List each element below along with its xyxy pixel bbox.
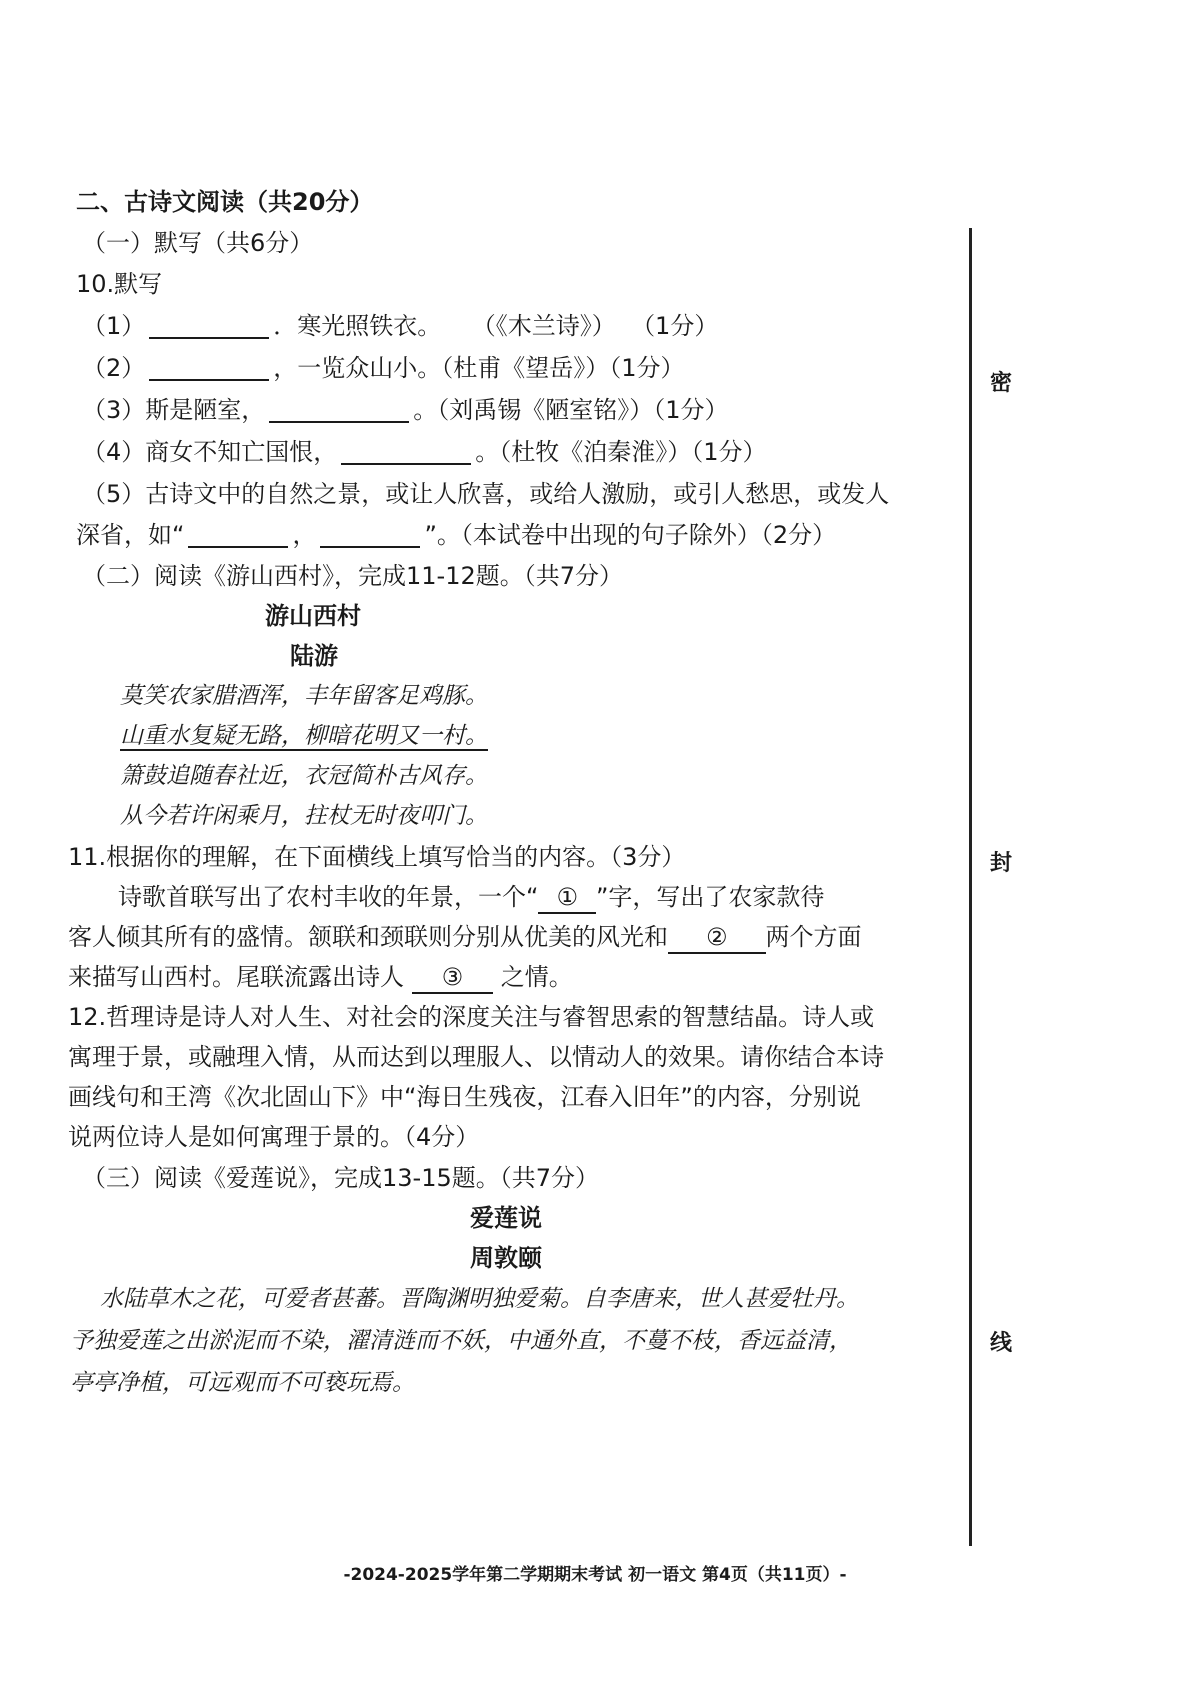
poem-line-underlined: 山重水复疑无路，柳暗花明又一村。 <box>120 723 488 749</box>
poem-line: 从今若许闲乘月，拄杖无时夜叩门。 <box>120 803 488 829</box>
poem-line: 箫鼓追随春社近，衣冠简朴古风存。 <box>120 763 488 789</box>
essay-line: 亭亭净植，可远观而不可亵玩焉。 <box>70 1370 415 1396</box>
q10-item-2: （2） ，一览众山小。（杜甫《望岳》）（1分） <box>82 354 685 382</box>
q10-item-4: （4）商女不知亡国恨， 。（杜牧《泊秦淮》）（1分） <box>82 438 767 466</box>
answer-blank-3[interactable]: ③ <box>412 962 494 994</box>
q11-title: 11.根据你的理解，在下面横线上填写恰当的内容。（3分） <box>68 843 686 871</box>
q11-line-3: 来描写山西村。尾联流露出诗人 ③ 之情。 <box>68 962 573 994</box>
q10-item-1: （1） ．寒光照铁衣。 （《木兰诗》） （1分） <box>82 312 719 340</box>
q10-item-3: （3）斯是陋室， 。（刘禹锡《陋室铭》）（1分） <box>82 396 729 424</box>
part3-heading: （三）阅读《爱莲说》，完成13-15题。（共7分） <box>82 1164 600 1192</box>
q10-item-5: （5）古诗文中的自然之景，或让人欣喜，或给人激励，或引人愁思，或发人 <box>82 480 890 508</box>
margin-label-middle: 封 <box>990 851 1013 876</box>
poem-author: 陆游 <box>290 642 338 670</box>
answer-blank[interactable] <box>341 441 471 465</box>
margin-label-top: 密 <box>990 371 1013 396</box>
essay-title: 爱莲说 <box>470 1204 542 1232</box>
essay-line: 予独爱莲之出淤泥而不染，濯清涟而不妖，中通外直，不蔓不枝，香远益清， <box>70 1328 852 1354</box>
q10-label: 10.默写 <box>76 270 163 298</box>
essay-author: 周敦颐 <box>470 1244 542 1272</box>
part1-heading: （一）默写（共6分） <box>82 229 314 257</box>
q10-item-5-cont: 深省，如“ ， ”。（本试卷中出现的句子除外）（2分） <box>76 521 837 549</box>
answer-blank[interactable] <box>149 315 269 339</box>
section-title: 二、古诗文阅读（共20分） <box>76 188 374 216</box>
q12-line: 12.哲理诗是诗人对人生、对社会的深度关注与睿智思索的智慧结晶。诗人或 <box>68 1003 875 1031</box>
margin-label-bottom: 线 <box>990 1331 1013 1356</box>
answer-blank[interactable] <box>320 524 420 548</box>
part2-heading: （二）阅读《游山西村》，完成11-12题。（共7分） <box>82 562 624 590</box>
answer-blank[interactable] <box>188 524 288 548</box>
q11-line-2: 客人倾其所有的盛情。颔联和颈联则分别从优美的风光和 ② 两个方面 <box>68 922 862 954</box>
poem-line: 莫笑农家腊酒浑，丰年留客足鸡豚。 <box>120 683 488 709</box>
q12-line: 画线句和王湾《次北固山下》中“海日生残夜，江春入旧年”的内容，分别说 <box>68 1083 861 1111</box>
answer-blank[interactable] <box>269 399 409 423</box>
essay-line: 水陆草木之花，可爱者甚蕃。晋陶渊明独爱菊。自李唐来，世人甚爱牡丹。 <box>100 1286 859 1312</box>
page-footer: -2024-2025学年第二学期期末考试 初一语文 第4页（共11页）- <box>343 1565 847 1585</box>
answer-blank-2[interactable]: ② <box>668 922 766 954</box>
q12-line: 寓理于景，或融理入情，从而达到以理服人、以情动人的效果。请你结合本诗 <box>68 1043 884 1071</box>
q11-line-1: 诗歌首联写出了农村丰收的年景，一个“ ① ”字，写出了农家款待 <box>118 882 824 914</box>
binding-line <box>969 228 972 1546</box>
answer-blank-1[interactable]: ① <box>538 882 596 914</box>
answer-blank[interactable] <box>149 357 269 381</box>
q12-line: 说两位诗人是如何寓理于景的。（4分） <box>68 1123 480 1151</box>
poem-title: 游山西村 <box>265 602 361 630</box>
